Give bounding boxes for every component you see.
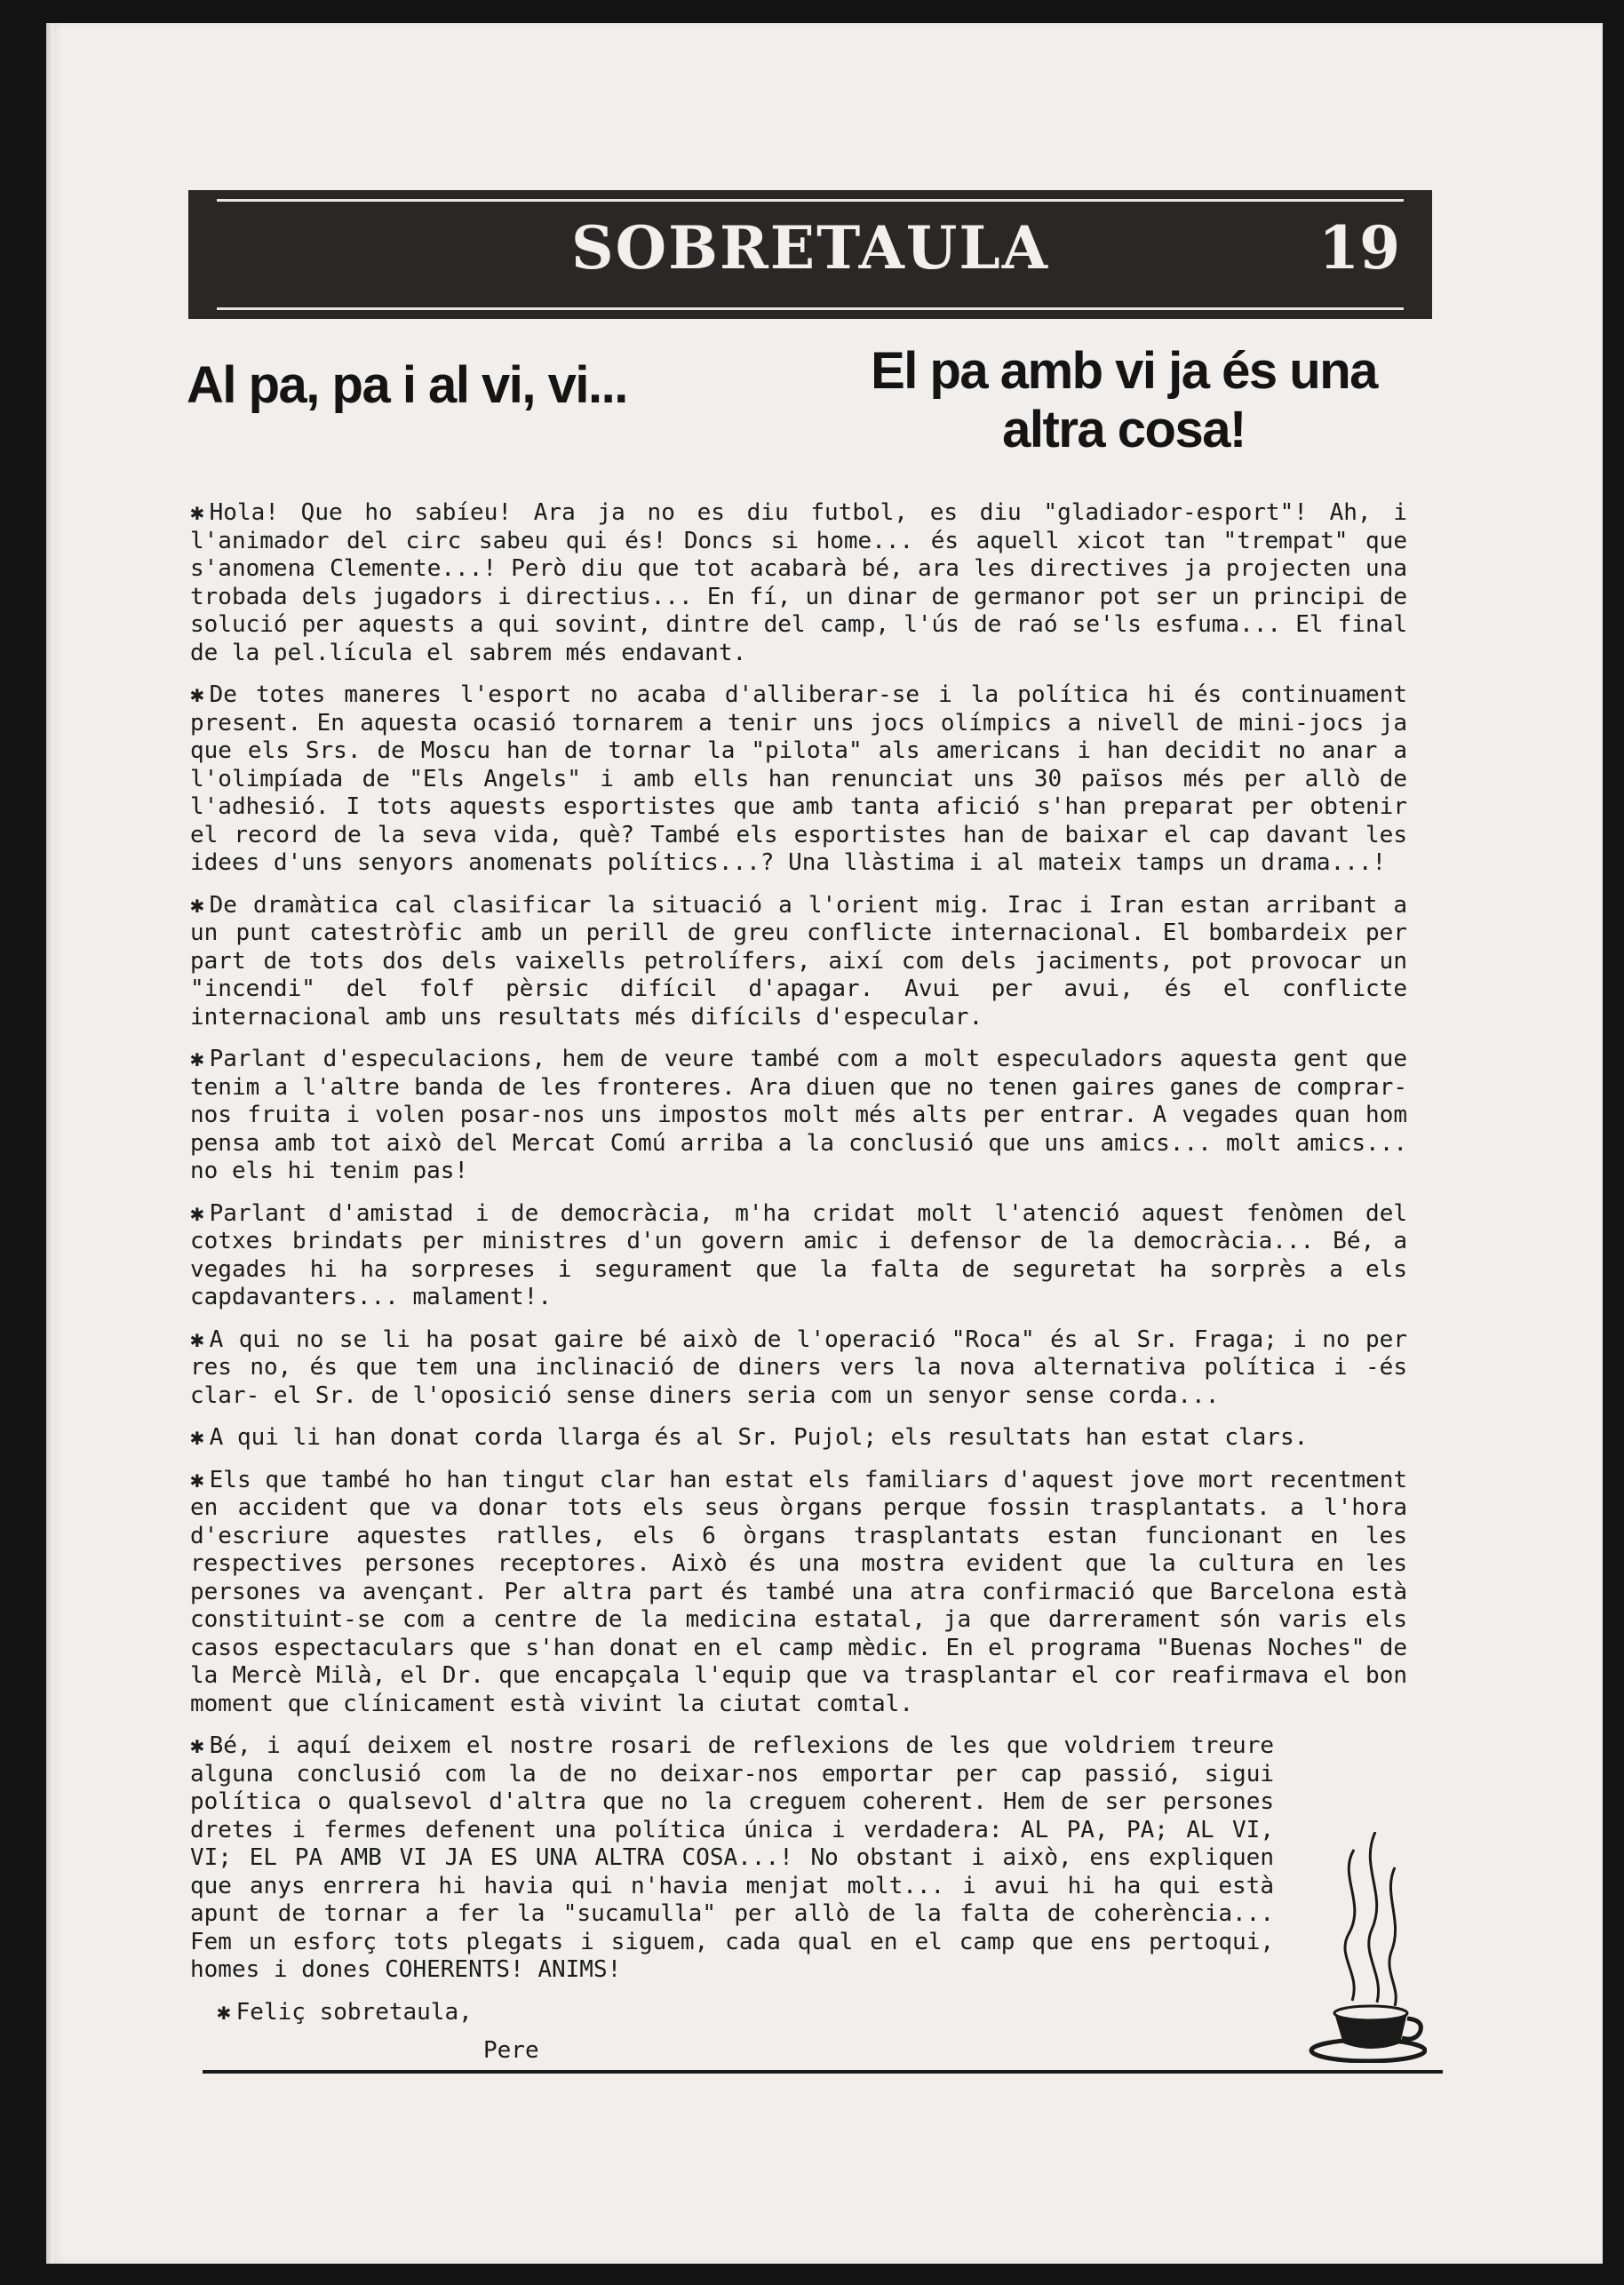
paragraph <box>190 1200 1407 1312</box>
header-rule-top <box>217 199 1404 202</box>
headline-right <box>835 342 1413 459</box>
signoff-greeting <box>190 1999 1407 2027</box>
bottom-rule <box>203 2070 1443 2074</box>
asterisk-icon: ✱ <box>190 1326 204 1353</box>
paragraph <box>190 892 1407 1032</box>
coffee-cup-icon <box>1302 1832 1427 2063</box>
paragraph-text: Hola! Que ho sabíeu! Ara ja no es diu futbol, es diu "gladiador-esport"! Ah, i l'animador del circ sabeu qui és! Doncs si home... és aquell xicot tan "trempat" que s'anomena Clemente...! Però diu que tot acabarà bé, ara les directives ja projecten una trobada dels jugadors i directius... En fí, un dinar de germanor pot ser un principi de solució per aquests a qui sovint, dintre del camp, l'ús de raó se'ls esfuma... El final de la pel.lícula el sabrem més endavant. <box>190 499 1407 666</box>
asterisk-icon: ✱ <box>190 1046 204 1072</box>
paragraph-text: Parlant d'amistad i de democràcia, m'ha cridat molt l'atenció aquest fenòmen del cotxes brindats per ministres d'un govern amic i defensor de la democràcia... Bé, a vegades hi ha sorpreses i segurament que la falta de seguretat ha sorprès a els capdavanters... malament!. <box>190 1199 1407 1310</box>
page-number: 19 <box>1318 213 1400 283</box>
paragraph <box>190 1046 1407 1186</box>
asterisk-icon: ✱ <box>190 891 204 919</box>
author-signature: Pere <box>483 2037 539 2064</box>
paragraph <box>190 499 1407 667</box>
section-title: SOBRETAULA <box>571 213 1049 283</box>
paragraph <box>190 1467 1407 1719</box>
paragraph-text: A qui no se li ha posat gaire bé això de l'operació "Roca" és al Sr. Fraga; i no per res no, és que tem una inclinació de diners vers la nova alternativa política i -és clar- el Sr. de l'oposició sense diners seria com un senyor sense corda... <box>190 1326 1407 1409</box>
header-rule-bottom <box>217 307 1404 310</box>
paragraph-text: De dramàtica cal clasificar la situació a l'orient mig. Irac i Iran estan arribant a un punt catestròfic amb un perill de greu conflicte internacional. El bombardeix per part de tots dos dels vaixells petrolífers, així com dels jaciments, pot provocar un "incendi" del folf pèrsic difícil d'apagar. Avui per avui, és el conflicte internacional amb uns resultats més difícils d'especular. <box>190 891 1407 1031</box>
paragraph <box>190 1326 1407 1411</box>
asterisk-icon: ✱ <box>190 1732 204 1759</box>
signoff-greeting-text: Feliç sobretaula, <box>235 1998 473 2026</box>
paragraph <box>190 681 1407 878</box>
asterisk-icon: ✱ <box>190 1199 204 1227</box>
article-body <box>190 499 1407 2066</box>
paragraph <box>190 1424 1407 1453</box>
headline-left: Al pa, pa i al vi, vi... <box>187 356 627 414</box>
paragraph-text: Els que també ho han tingut clar han estat els familiars d'aquest jove mort recentment en accident que va donar tots els seus òrgans perque fossin trasplantats. a l'hora d'escriure aquestes ratlles, els 6 òrgans trasplantats estan funcionant en les respectives persones receptores. Això és una mostra evident que la cultura en les persones va avençant. Per altra part és també una atra confirmació que Barcelona està constituint-se com a centre de la medicina estatal, ja que darrerament són varis els casos espectaculars que s'han donat en el camp mèdic. En el programa "Buenas Noches" de la Mercè Milà, el Dr. que encapçala l'equip que va trasplantar el cor reafirmava el bon moment que clínicament està vivint la ciutat comtal. <box>190 1466 1407 1717</box>
paragraph <box>190 1732 1407 1985</box>
asterisk-icon: ✱ <box>190 1466 204 1493</box>
paragraph-text: Bé, i aquí deixem el nostre rosari de reflexions de les que voldriem treure alguna conclusió com la de no deixar-nos emportar per cap passió, sigui política o qualsevol d'altra que no la creguem coherent. Hem de ser persones dretes i fermes defenent una política única i verdadera: AL PA, PA; AL VI, VI; EL PA AMB VI JA ES UNA ALTRA COSA...! No obstant i això, ens expliquen que anys enrrera hi havia qui n'havia menjat molt... i avui hi ha qui està apunt de tornar a fer la "sucamulla" per allò de la falta de coherència... Fem un esforç tots plegats i siguem, cada qual en el camp que ens pertoqui, homes i dones COHERENTS! ANIMS! <box>190 1732 1274 1983</box>
asterisk-icon: ✱ <box>190 1424 204 1451</box>
page-spine-shadow <box>46 23 53 2264</box>
headline-right-line2: altra cosa! <box>1002 401 1246 458</box>
asterisk-icon: ✱ <box>217 1998 231 2026</box>
paragraph-text: Parlant d'especulacions, hem de veure també com a molt especuladors aquesta gent que tenim a l'altre banda de les fronteres. Ara diuen que no tenen gaires ganes de comprar-nos fruita i volen posar-nos uns impostos molt més alts per entrar. A vegades quan hom pensa amb tot això del Mercat Comú arriba a la conclusió que uns amics... molt amics... no els hi tenim pas! <box>190 1046 1407 1184</box>
headline-right-line1: El pa amb vi ja és una <box>871 342 1377 400</box>
section-header <box>188 190 1432 319</box>
paragraph-text: A qui li han donat corda llarga és al Sr. Pujol; els resultats han estat clars. <box>209 1424 1309 1451</box>
asterisk-icon: ✱ <box>190 681 204 708</box>
asterisk-icon: ✱ <box>190 499 204 526</box>
paragraph-text: De totes maneres l'esport no acaba d'alliberar-se i la política hi és continuament present. En aquesta ocasió tornarem a tenir uns jocs olímpics a nivell de mini-jocs ja que els Srs. de Moscu han de tornar la "pilota" als americans i han decidit no anar a l'olimpíada de "Els Angels" i amb ells han renunciat uns 30 països més per allò de l'adhesió. I tots aquests esportistes que amb tanta afició s'han preparat per obtenir el record de la seva vida, què? També els esportistes han de baixar el cap davant les idees d'uns senyors anomenats polítics...? Una llàstima i al mateix tamps un drama...! <box>190 681 1407 876</box>
